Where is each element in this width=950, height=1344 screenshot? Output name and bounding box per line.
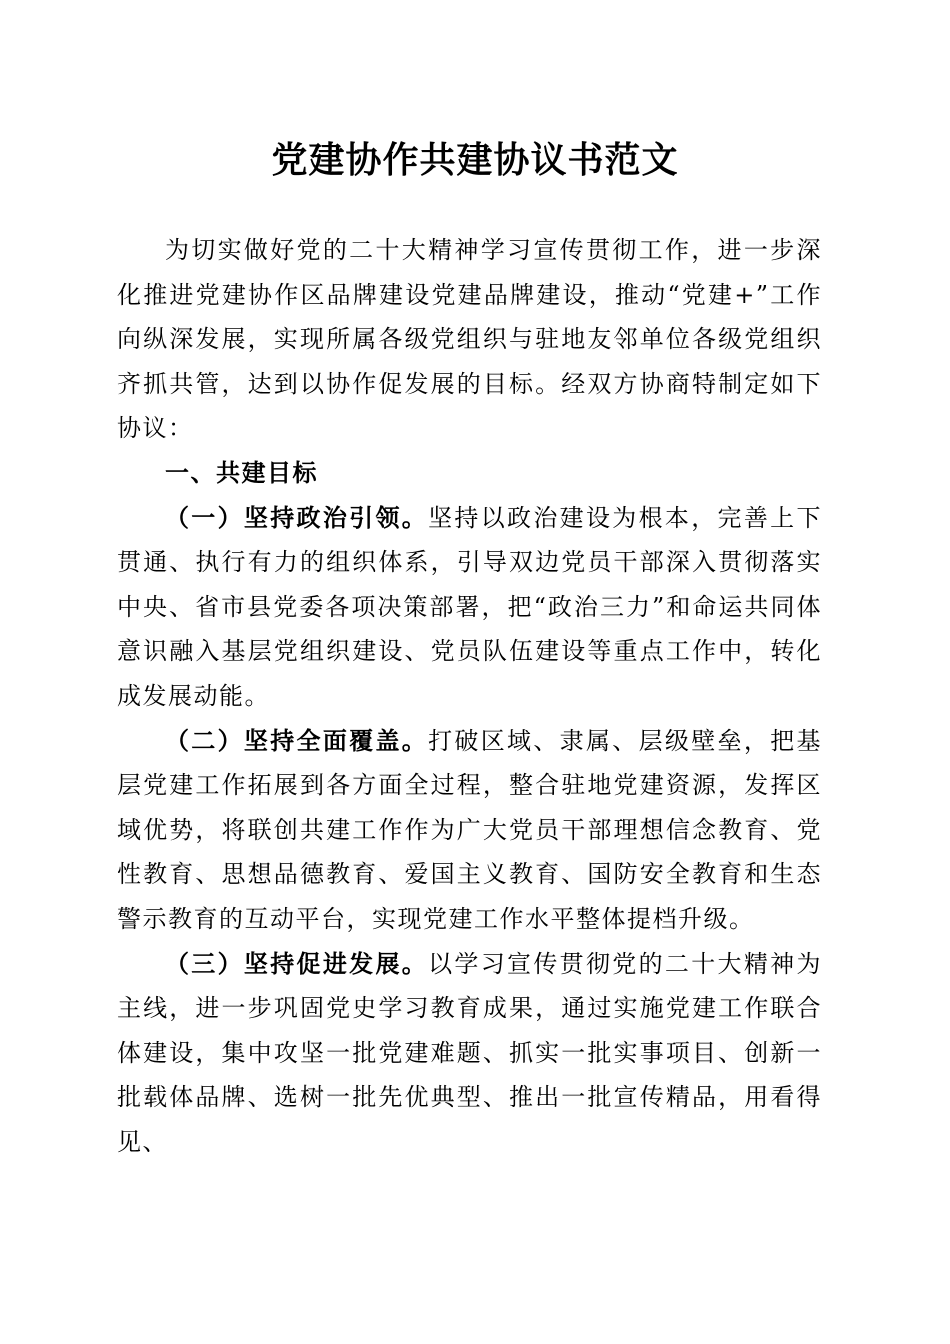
document-body (117, 228, 822, 1164)
intro-paragraph: 为切实做好党的二十大精神学习宣传贯彻工作，进一步深化推进党建协作区品牌建设党建品牌建设，推动“党建+”工作向纵深发展，实现所属各级党组织与驻地友邻单位各级党组织齐抓共管，达到以协作促发展的目标。经双方协商特制定如下协议： (117, 236, 822, 443)
item-paragraph (117, 496, 822, 719)
item-text: 坚持以政治建设为根本，完善上下贯通、执行有力的组织体系，引导双边党员干部深入贯彻落实中央、省市县党委各项决策部署，把“政治三力”和命运共同体意识融入基层党组织建设、党员队伍建设等重点工作中，转化成发展动能。 (117, 503, 822, 710)
item-lead: （一）坚持政治引领。 (165, 503, 429, 532)
section-heading: 一、共建目标 (165, 458, 318, 487)
item-paragraph (117, 719, 822, 942)
document-title: 党建协作共建协议书范文 (271, 139, 679, 181)
item-lead: （二）坚持全面覆盖。 (165, 726, 429, 755)
item-paragraph (117, 942, 822, 1165)
item-text: 打破区域、隶属、层级壁垒，把基层党建工作拓展到各方面全过程，整合驻地党建资源，发挥区域优势，将联创共建工作作为广大党员干部理想信念教育、党性教育、思想品德教育、爱国主义教育、国防安全教育和生态警示教育的互动平台，实现党建工作水平整体提档升级。 (117, 726, 822, 933)
item-text: 以学习宣传贯彻党的二十大精神为主线，进一步巩固党史学习教育成果，通过实施党建工作联合体建设，集中攻坚一批党建难题、抓实一批实事项目、创新一批载体品牌、选树一批先优典型、推出一批宣传精品，用看得见、 (117, 949, 822, 1156)
item-lead: （三）坚持促进发展。 (165, 949, 429, 978)
